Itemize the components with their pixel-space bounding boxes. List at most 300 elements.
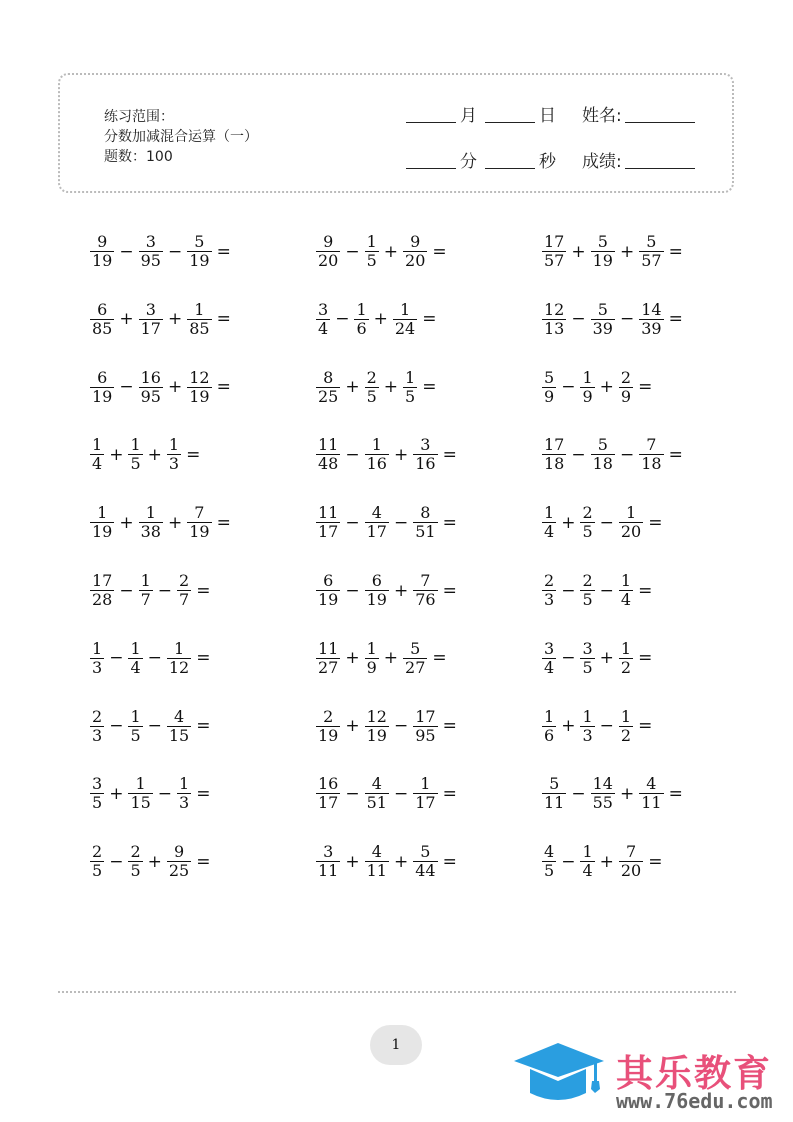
numerator: 1 [620,706,632,726]
denominator: 5 [405,386,416,406]
numerator: 9 [323,232,334,251]
denominator: 39 [641,318,662,338]
operator: − [571,309,586,330]
problem [88,436,203,473]
numerator: 1 [405,367,416,387]
denominator: 4 [544,657,555,677]
denominator: 85 [189,318,210,338]
fraction [365,369,379,406]
denominator: 19 [592,251,613,270]
numerator: 2 [620,367,632,387]
numerator: 1 [399,299,411,319]
operator: + [619,783,635,804]
fraction [365,504,389,541]
brand-name: 其乐教育 [616,1052,772,1095]
numerator: 1 [356,299,367,319]
equals-sign: = [196,851,211,872]
operator: − [599,512,614,533]
denominator: 15 [130,793,151,813]
fraction [187,301,211,338]
fraction [639,301,663,338]
fraction [128,775,152,812]
fraction [139,504,163,541]
day-blank[interactable] [485,121,535,123]
numerator: 2 [92,706,103,726]
numerator: 7 [625,842,637,862]
fraction [90,640,104,677]
numerator: 1 [620,571,632,590]
problem [88,775,213,812]
denominator: 5 [582,522,593,542]
equals-sign: = [216,377,231,398]
numerator: 5 [194,232,205,251]
operator: − [561,377,576,398]
fraction [413,843,437,880]
numerator: 2 [130,842,141,862]
denominator: 28 [92,590,113,609]
operator: + [109,444,124,465]
denominator: 19 [366,725,387,745]
numerator: 9 [173,842,185,862]
fraction [365,708,389,745]
operator: − [571,783,586,804]
denominator: 5 [130,454,141,474]
numerator: 9 [97,232,108,251]
fraction [90,504,114,541]
numerator: 5 [544,367,555,387]
operator: − [345,444,360,465]
denominator: 4 [620,590,632,609]
fraction [365,233,379,270]
numerator: 9 [410,232,421,251]
numerator: 5 [420,842,431,862]
fraction [413,708,437,745]
denominator: 17 [318,522,339,542]
fraction [316,436,340,473]
numerator: 1 [366,638,377,658]
operator: − [345,512,360,533]
numerator: 5 [410,638,421,658]
fraction [316,233,340,270]
denominator: 20 [405,251,426,270]
denominator: 11 [366,861,387,881]
numerator: 3 [145,299,156,319]
numerator: 2 [323,706,334,726]
fraction [365,775,389,812]
numerator: 16 [318,774,339,794]
operator: + [599,377,614,398]
fraction [542,504,556,541]
score-label: 成绩: [582,152,622,172]
numerator: 7 [646,435,657,455]
fraction [542,775,566,812]
numerator: 1 [420,774,431,794]
time-score-row [406,147,699,172]
fraction [316,640,340,677]
fraction [619,708,633,745]
operator: − [619,309,635,330]
problem [88,640,213,677]
operator: + [109,783,124,804]
denominator: 6 [356,318,367,338]
fraction [139,572,153,609]
month-label: 月 [460,106,477,126]
numerator: 1 [366,232,377,251]
problem [88,572,213,609]
operator: + [345,377,360,398]
equals-sign: = [648,512,663,533]
operator: − [619,444,635,465]
numerator: 1 [130,638,141,658]
operator: + [119,512,134,533]
fraction [365,640,379,677]
operator: − [167,241,183,262]
denominator: 9 [366,657,377,677]
numerator: 1 [135,774,146,794]
denominator: 51 [415,522,436,542]
denominator: 4 [318,318,329,338]
numerator: 1 [92,638,103,658]
name-label: 姓名: [582,106,622,126]
equals-sign: = [442,580,457,601]
numerator: 1 [582,367,593,387]
equals-sign: = [668,309,683,330]
fraction [90,708,104,745]
operator: − [561,580,576,601]
operator: + [393,444,409,465]
numerator: 1 [97,503,108,523]
denominator: 17 [415,793,436,813]
operator: − [561,648,576,669]
operator: + [561,716,576,737]
numerator: 1 [130,706,141,726]
fraction [354,301,368,338]
operator: + [167,512,183,533]
operator: − [119,580,134,601]
fraction [542,572,556,609]
numerator: 6 [323,571,334,590]
denominator: 2 [620,725,632,745]
denominator: 57 [641,251,662,270]
fraction [128,436,142,473]
denominator: 9 [582,386,593,406]
denominator: 3 [179,793,190,813]
numerator: 4 [371,503,382,523]
fraction [591,301,615,338]
operator: − [561,851,576,872]
operator: − [345,580,360,601]
denominator: 44 [415,861,436,881]
fraction [542,640,556,677]
operator: − [345,241,360,262]
operator: − [335,309,350,330]
numerator: 1 [140,571,151,590]
equals-sign: = [648,851,663,872]
fraction [90,301,114,338]
problem [314,369,439,406]
operator: − [599,716,614,737]
denominator: 18 [544,454,565,474]
numerator: 5 [597,435,608,455]
denominator: 27 [405,657,426,677]
numerator: 4 [544,842,555,862]
footer-divider [58,991,736,993]
brand-url: www.76edu.com [616,1089,773,1113]
fraction [316,369,340,406]
fraction [413,436,437,473]
fraction [542,436,566,473]
problem [314,572,460,609]
numerator: 1 [371,435,382,455]
equals-sign: = [668,783,683,804]
fraction [316,775,340,812]
denominator: 18 [641,454,662,474]
equals-sign: = [442,512,457,533]
denominator: 18 [592,454,613,474]
equals-sign: = [422,377,437,398]
numerator: 4 [371,774,382,794]
operator: + [147,444,162,465]
fraction [619,843,643,880]
fraction [187,233,211,270]
denominator: 3 [544,590,555,609]
equals-sign: = [442,783,457,804]
denominator: 19 [318,725,339,745]
equals-sign: = [638,716,653,737]
equals-sign: = [432,648,447,669]
numerator: 11 [318,435,339,455]
problem [540,504,665,541]
fraction [128,843,142,880]
denominator: 9 [544,386,555,406]
operator: − [393,512,409,533]
equals-sign: = [668,241,683,262]
equals-sign: = [422,309,437,330]
topic: 分数加减混合运算（一） [104,129,258,145]
fraction [316,708,340,745]
fraction [542,708,556,745]
fraction [542,233,566,270]
numerator: 8 [420,503,431,523]
operator: + [393,851,409,872]
fraction [619,640,633,677]
denominator: 76 [415,590,436,609]
problem [540,640,655,677]
fraction [413,504,437,541]
numerator: 6 [97,367,108,387]
operator: − [119,377,134,398]
numerator: 17 [92,571,113,590]
denominator: 5 [544,861,555,881]
score-blank[interactable] [625,167,695,169]
denominator: 4 [582,861,593,881]
numerator: 14 [641,299,662,319]
equals-sign: = [196,580,211,601]
problem [88,233,234,270]
denominator: 20 [318,251,339,270]
fraction [90,572,114,609]
month-blank[interactable] [406,121,456,123]
denominator: 19 [92,386,113,406]
denominator: 27 [318,657,339,677]
numerator: 1 [168,435,180,455]
fraction [177,572,191,609]
problem [314,504,460,541]
fraction [167,843,191,880]
second-label: 秒 [539,152,556,172]
minute-label: 分 [460,152,477,172]
equals-sign: = [216,309,231,330]
operator: + [373,309,388,330]
denominator: 19 [92,251,113,270]
numerator: 4 [646,774,657,794]
numerator: 12 [544,299,565,319]
problem [88,708,213,745]
fraction [90,843,104,880]
denominator: 9 [620,386,632,406]
operator: + [167,309,183,330]
denominator: 3 [582,725,593,745]
fraction [580,369,594,406]
numerator: 3 [582,638,593,658]
operator: − [109,716,124,737]
count-label: 题数：100 [104,149,173,165]
fraction [591,775,615,812]
equals-sign: = [196,783,211,804]
name-blank[interactable] [625,121,695,123]
fraction [393,301,417,338]
denominator: 39 [592,318,613,338]
denominator: 13 [544,318,565,338]
denominator: 19 [318,590,339,609]
fraction [580,708,594,745]
denominator: 3 [168,454,180,474]
operator: + [383,648,399,669]
operator: + [147,851,162,872]
denominator: 5 [582,590,593,609]
operator: + [383,377,399,398]
fraction [167,708,191,745]
operator: − [147,716,162,737]
denominator: 48 [318,454,339,474]
operator: + [345,851,360,872]
operator: + [619,241,635,262]
operator: − [119,241,134,262]
numerator: 1 [620,638,632,658]
denominator: 11 [641,793,662,813]
denominator: 51 [366,793,387,813]
fraction [639,436,663,473]
fraction [316,572,340,609]
problem [88,369,234,406]
problem [540,301,686,338]
denominator: 25 [168,861,190,881]
numerator: 17 [415,706,436,726]
numerator: 1 [544,503,555,523]
operator: + [383,241,399,262]
numerator: 1 [625,503,637,523]
numerator: 2 [179,571,190,590]
numerator: 17 [544,435,565,455]
numerator: 1 [544,706,555,726]
denominator: 57 [544,251,565,270]
problem [314,301,439,338]
second-blank[interactable] [485,167,535,169]
numerator: 5 [646,232,657,251]
denominator: 85 [92,318,113,338]
date-name-row [406,101,699,126]
operator: − [393,716,409,737]
operator: + [345,648,360,669]
fraction [90,436,104,473]
numerator: 1 [582,842,593,862]
fraction [90,775,104,812]
numerator: 16 [140,367,161,387]
denominator: 95 [415,725,436,745]
operator: + [599,648,614,669]
fraction [403,640,427,677]
range-label: 练习范围： [104,109,174,125]
fraction [139,233,163,270]
fraction [316,504,340,541]
numerator: 8 [323,367,334,387]
fraction [639,233,663,270]
numerator: 4 [173,706,185,726]
fraction [316,843,340,880]
problem [540,233,686,270]
denominator: 17 [318,793,339,813]
denominator: 5 [366,386,377,406]
numerator: 12 [366,706,387,726]
operator: + [599,851,614,872]
operator: − [571,444,586,465]
problem [314,843,460,880]
numerator: 1 [179,774,190,794]
fraction [403,233,427,270]
numerator: 2 [582,571,593,590]
equals-sign: = [186,444,201,465]
operator: − [599,580,614,601]
denominator: 16 [366,454,387,474]
denominator: 3 [92,725,103,745]
fraction [365,843,389,880]
problem [314,775,460,812]
problem [314,640,450,677]
problem [540,572,655,609]
denominator: 4 [544,522,555,542]
equals-sign: = [638,580,653,601]
operator: − [157,783,173,804]
fraction [167,640,191,677]
equals-sign: = [196,648,211,669]
minute-blank[interactable] [406,167,456,169]
problem [540,843,665,880]
denominator: 5 [582,657,593,677]
denominator: 19 [189,522,210,542]
equals-sign: = [638,648,653,669]
problem [540,775,686,812]
problem [314,708,460,745]
fraction [177,775,191,812]
denominator: 5 [92,861,103,881]
numerator: 11 [318,503,339,523]
day-label: 日 [539,106,556,126]
denominator: 3 [92,657,103,677]
numerator: 5 [597,299,608,319]
numerator: 5 [597,232,608,251]
denominator: 6 [544,725,555,745]
numerator: 1 [173,638,185,658]
